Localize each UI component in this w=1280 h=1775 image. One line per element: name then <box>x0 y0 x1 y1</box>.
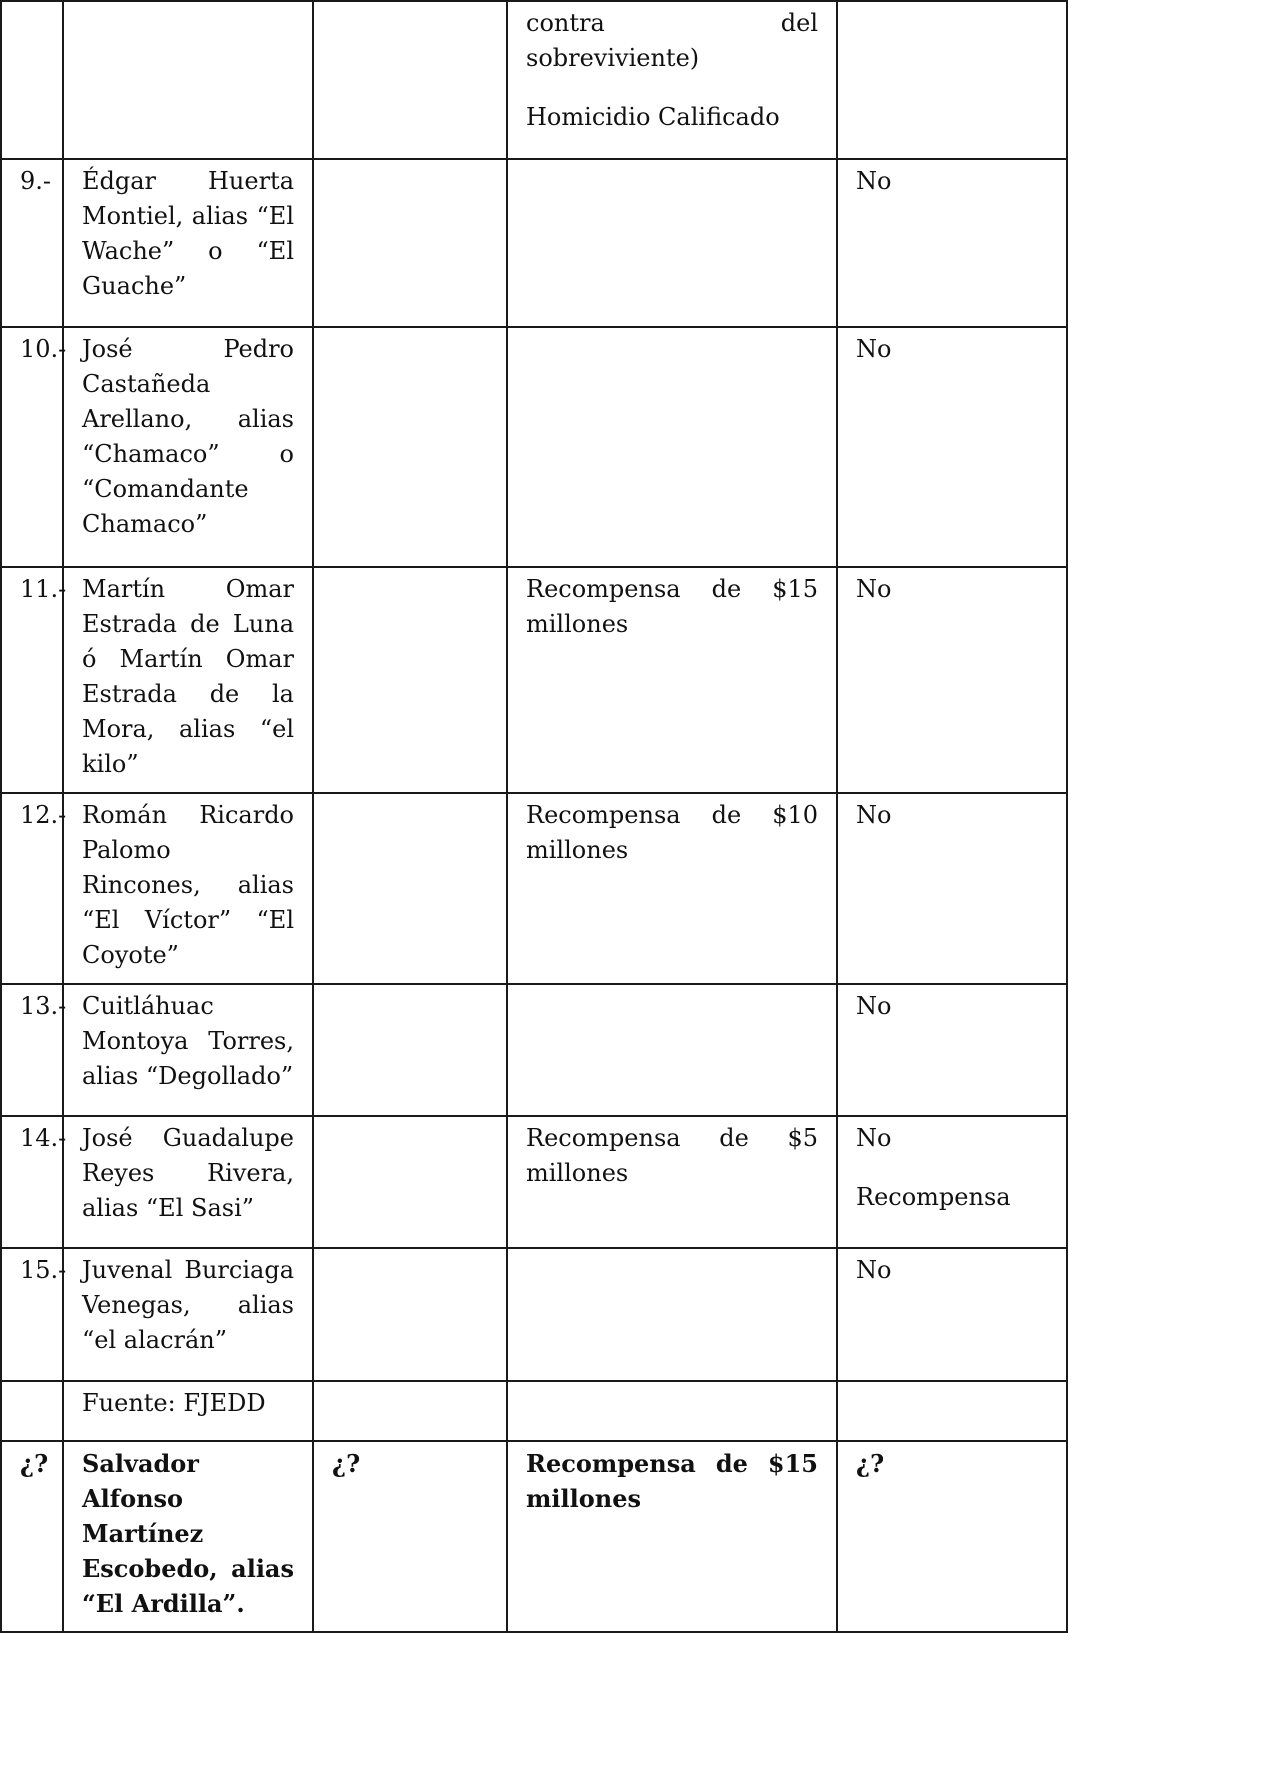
table-row <box>1 159 1067 327</box>
table-row <box>1 1 1067 159</box>
cell-col5: No <box>837 567 1067 793</box>
cell-col4-line: contra del <box>526 9 818 37</box>
cell-name: Juvenal Burciaga Venegas, alias “el alacrán” <box>63 1248 313 1381</box>
cell-col4: Recompensa de $10 millones <box>507 793 837 984</box>
cell-col5: No <box>837 793 1067 984</box>
cell-col5: No <box>837 1248 1067 1381</box>
cell-number: 11.- <box>1 567 63 793</box>
cell-name: Édgar Huerta Montiel, alias “El Wache” o “El Guache” <box>63 159 313 327</box>
cell-number: 9.- <box>1 159 63 327</box>
final-row <box>1 1441 1067 1632</box>
cell-col4 <box>507 984 837 1116</box>
cell-col5-line: No <box>856 1124 892 1152</box>
cell-col4 <box>507 1248 837 1381</box>
table-row <box>1 567 1067 793</box>
cell-col4: Recompensa de $15 millones <box>507 567 837 793</box>
cell-col4 <box>507 327 837 567</box>
cell-col3 <box>313 159 507 327</box>
table-row <box>1 793 1067 984</box>
table-row <box>1 327 1067 567</box>
cell-col3 <box>313 1248 507 1381</box>
cell-number: 13.- <box>1 984 63 1116</box>
cell-col5: No <box>837 984 1067 1116</box>
cell-col4 <box>507 159 837 327</box>
cell-col5: ¿? <box>837 1441 1067 1632</box>
cell-number: ¿? <box>1 1441 63 1632</box>
cell-col4: Recompensa de $5 millones <box>507 1116 837 1248</box>
cell-number: 15.- <box>1 1248 63 1381</box>
cell-name <box>63 1 313 159</box>
source-row <box>1 1381 1067 1441</box>
table-row <box>1 1248 1067 1381</box>
cell-col4 <box>507 1 837 159</box>
cell-col3 <box>313 327 507 567</box>
cell-col4-line: sobreviviente) <box>526 44 700 72</box>
cell-col3 <box>313 1116 507 1248</box>
cell-col5 <box>837 1116 1067 1248</box>
cell-number <box>1 1 63 159</box>
cell-col3 <box>313 793 507 984</box>
cell-number: 12.- <box>1 793 63 984</box>
cell-number: 10.- <box>1 327 63 567</box>
table-row <box>1 1116 1067 1248</box>
cell-col4-extra: Homicidio Calificado <box>526 103 780 131</box>
cell-col3 <box>313 567 507 793</box>
cell-col5: No <box>837 159 1067 327</box>
cell-name: Cuitláhuac Montoya Torres, alias “Degollado” <box>63 984 313 1116</box>
cell-name: Salvador Alfonso Martínez Escobedo, alias “El Ardilla”. <box>63 1441 313 1632</box>
cell-col5: No <box>837 327 1067 567</box>
cell-col4: Recompensa de $15 millones <box>507 1441 837 1632</box>
source-label: Fuente: FJEDD <box>63 1381 313 1441</box>
cell-name: Román Ricardo Palomo Rincones, alias “El Víctor” “El Coyote” <box>63 793 313 984</box>
cell-col3: ¿? <box>313 1441 507 1632</box>
table-row <box>1 984 1067 1116</box>
cell-number: 14.- <box>1 1116 63 1248</box>
cell-col3 <box>313 984 507 1116</box>
cell-col5-extra: Recompensa <box>856 1183 1011 1211</box>
cell-col3 <box>313 1 507 159</box>
cell-name: José Pedro Castañeda Arellano, alias “Chamaco” o “Comandante Chamaco” <box>63 327 313 567</box>
cell-name: José Guadalupe Reyes Rivera, alias “El Sasi” <box>63 1116 313 1248</box>
cell-name: Martín Omar Estrada de Luna ó Martín Omar Estrada de la Mora, alias “el kilo” <box>63 567 313 793</box>
cell-col5 <box>837 1 1067 159</box>
